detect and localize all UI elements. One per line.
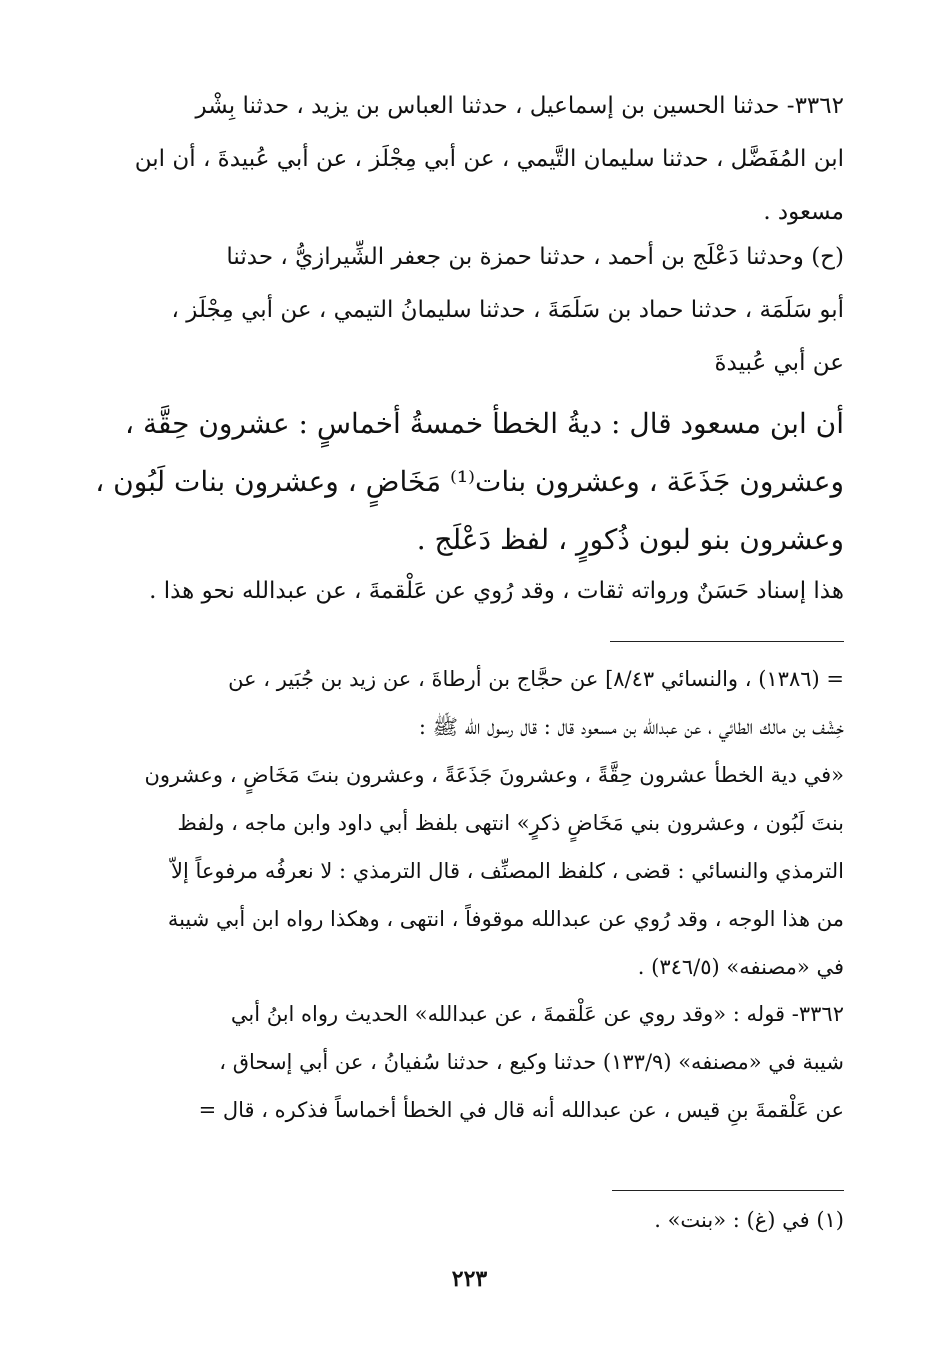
commentary-3362 [136,990,844,1134]
text-line: مسعود . [763,199,844,225]
text-line: أن ابن مسعود قال : ديةُ الخطأ خمسةُ أخماسٍ : عشرون حِقَّة ، [125,407,844,440]
text-line: الترمذي والنسائي : قضى ، كلفظ المصنِّف ، قال الترمذي : لا نعرفُه مرفوعاً إلاّ [171,859,844,883]
footnote [136,1196,844,1244]
footnote-text: (١) في (غ) : «بنت» . [654,1208,844,1232]
text-line: بنتَ لَبُون ، وعشرون بني مَخَاضٍ ذكرٍ» انتهى بلفظ أبي داود وابن ماجه ، ولفظ [177,811,844,835]
text-line: في «مصنفه» (٣٤٦/٥) . [637,955,844,979]
text-line: (ح) وحدثنا دَعْلَج بن أحمد ، حدثنا حمزة بن جعفر الشِّيرازيُّ ، حدثنا [226,244,844,270]
text-line: ٣٣٦٢- قوله : «وقد روي عن عَلْقمةَ ، عن عبدالله» الحديث رواه ابنُ أبي [230,1002,844,1026]
text-line: من هذا الوجه ، وقد رُوي عن عبدالله موقوفاً ، انتهى ، وهكذا رواه ابن أبي شيبة [167,907,844,931]
text-line: عن عَلْقمةَ بنِ قيس ، عن عبدالله أنه قال في الخطأ أخماساً فذكره ، قال = [198,1098,844,1122]
text-line: أبو سَلَمَة ، حدثنا حماد بن سَلَمَةَ ، حدثنا سليمانُ التيمي ، عن أبي مِجْلَز ، [171,297,844,323]
hadith-3362-matn [95,395,844,569]
footnote-separator [612,1190,844,1191]
page-number: ٢٢٣ [451,1266,488,1292]
text-line: وعشرون بنو لبون ذُكورٍ ، لفظ دَعْلَج . [416,523,844,556]
text-line: «في دية الخطأ عشرون حِقَّةً ، وعشرونَ جَذَعَةً ، وعشرون بنتَ مَخَاضٍ ، وعشرون [144,763,844,787]
text-line: ٣٣٦٢- حدثنا الحسين بن إسماعيل ، حدثنا العباس بن يزيد ، حدثنا بِشْر [195,93,844,119]
commentary-separator [610,641,844,642]
text-line: هذا إسناد حَسَنٌ ورواته ثقات ، وقد رُوي عن عَلْقمةَ ، عن عبدالله نحو هذا . [149,578,844,604]
hadith-3362-isnad [136,80,844,239]
text-line: عن أبي عُبيدةَ [714,350,844,376]
hadith-3362-second-isnad [136,231,844,390]
isnad-grading [136,565,844,618]
commentary-continued [136,655,844,991]
text-line: = (١٣٨٦) ، والنسائي ٨/٤٣] عن حجَّاج بن أرطاةَ ، عن زيد بن جُبَير ، عن [228,667,844,691]
text-line: ابن المُفَضَّل ، حدثنا سليمان التَّيمي ، عن أبي مِجْلَز ، عن أبي عُبيدةَ ، أن ابن [134,146,844,172]
text-line: وعشرون جَذَعَة ، وعشرون بنات⁽¹⁾ مَخَاضٍ ، وعشرون بنات لَبُون ، [95,465,844,498]
text-line: خِشْف بن مالك الطائي ، عن عبدالله بن مسعود قال : قال رسول الله ﷺ : [418,715,844,739]
text-line: شيبة في «مصنفه» (١٣٣/٩) حدثنا وكيع ، حدثنا سُفيانُ ، عن أبي إسحاق ، [219,1050,844,1074]
